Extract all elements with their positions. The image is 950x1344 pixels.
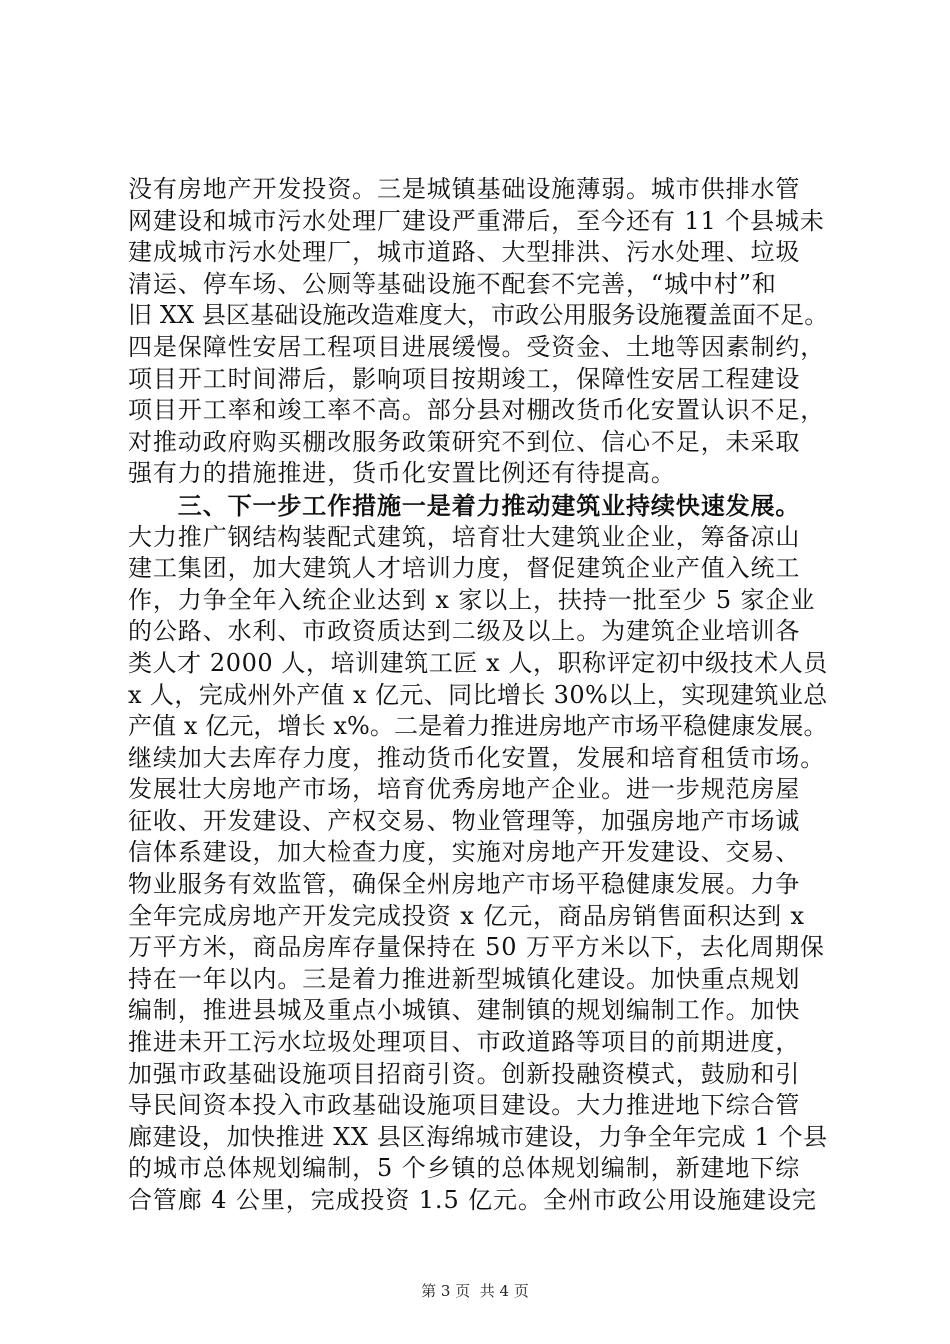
page-number: 第 3 页 共 4 页 <box>421 1282 529 1300</box>
text-line: 大力推广钢结构装配式建筑，培育壮大建筑业企业，筹备凉山 <box>128 522 801 551</box>
text-line: 四是保障性安居工程项目进展缓慢。受资金、土地等因素制约， <box>128 332 826 361</box>
text-line: 推进未开工污水垃圾处理项目、市政道路等项目的前期进度， <box>128 1028 801 1057</box>
text-line: 导民间资本投入市政基础设施项目建设。大力推进地下综合管 <box>128 1091 801 1120</box>
text-line: 的城市总体规划编制，5 个乡镇的总体规划编制，新建地下综 <box>128 1154 801 1183</box>
text-line: 旧 XX 县区基础设施改造难度大，市政公用服务设施覆盖面不足。 <box>128 301 829 330</box>
text-line: 网建设和城市污水处理厂建设严重滞后，至今还有 11 个县城未 <box>128 206 825 235</box>
text-line: 强有力的措施推进，货币化安置比例还有待提高。 <box>128 459 676 488</box>
page-footer <box>0 1281 950 1301</box>
text-line: 物业服务有效监管，确保全州房地产市场平稳健康发展。力争 <box>128 870 801 899</box>
text-line: 编制，推进县城及重点小城镇、建制镇的规划编制工作。加快 <box>128 996 801 1025</box>
text-line: x 人，完成州外产值 x 亿元、同比增长 30%以上，实现建筑业总 <box>128 680 828 709</box>
text-line: 信体系建设，加大检查力度，实施对房地产开发建设、交易、 <box>128 838 801 867</box>
section-heading-line: 三、下一步工作措施一是着力推动建筑业持续快速发展。 <box>128 490 801 520</box>
body-text <box>128 174 828 1217</box>
text-line: 建成城市污水处理厂，城市道路、大型排洪、污水处理、垃圾 <box>128 238 801 267</box>
text-line: 合管廊 4 公里，完成投资 1.5 亿元。全州市政公用设施建设完 <box>128 1186 817 1214</box>
text-line: 项目开工时间滞后，影响项目按期竣工，保障性安居工程建设 <box>128 364 801 393</box>
text-line: 作，力争全年入统企业达到 x 家以上，扶持一批至少 5 家企业 <box>128 585 816 614</box>
text-line: 产值 x 亿元，增长 x%。二是着力推进房地产市场平稳健康发展。 <box>128 712 828 741</box>
text-line: 廊建设，加快推进 XX 县区海绵城市建设，力争全年完成 1 个县 <box>128 1122 828 1151</box>
text-line: 全年完成房地产开发完成投资 x 亿元，商品房销售面积达到 x <box>128 901 805 930</box>
text-line: 的公路、水利、市政资质达到二级及以上。为建筑企业培训各 <box>128 617 801 646</box>
text-line: 清运、停车场、公厕等基础设施不配套不完善，“城中村”和 <box>128 269 777 298</box>
text-line: 项目开工率和竣工率不高。部分县对棚改货币化安置认识不足， <box>128 396 826 425</box>
text-line: 发展壮大房地产市场，培育优秀房地产企业。进一步规范房屋 <box>128 775 801 804</box>
text-line: 对推动政府购买棚改服务政策研究不到位、信心不足，未采取 <box>128 427 801 456</box>
text-line: 建工集团，加大建筑人才培训力度，督促建筑企业产值入统工 <box>128 554 801 583</box>
text-line: 征收、开发建设、产权交易、物业管理等，加强房地产市场诚 <box>128 806 801 835</box>
text-line: 继续加大去库存力度，推动货币化安置，发展和培育租赁市场。 <box>128 743 826 772</box>
text-line: 没有房地产开发投资。三是城镇基础设施薄弱。城市供排水管 <box>128 175 801 203</box>
text-line: 加强市政基础设施项目招商引资。创新投融资模式，鼓励和引 <box>128 1059 801 1088</box>
text-line: 持在一年以内。三是着力推进新型城镇化建设。加快重点规划 <box>128 964 801 993</box>
text-line: 类人才 2000 人，培训建筑工匠 x 人，职称评定初中级技术人员 <box>128 648 828 677</box>
text-line: 万平方米，商品房库存量保持在 50 万平方米以下，去化周期保 <box>128 933 825 962</box>
